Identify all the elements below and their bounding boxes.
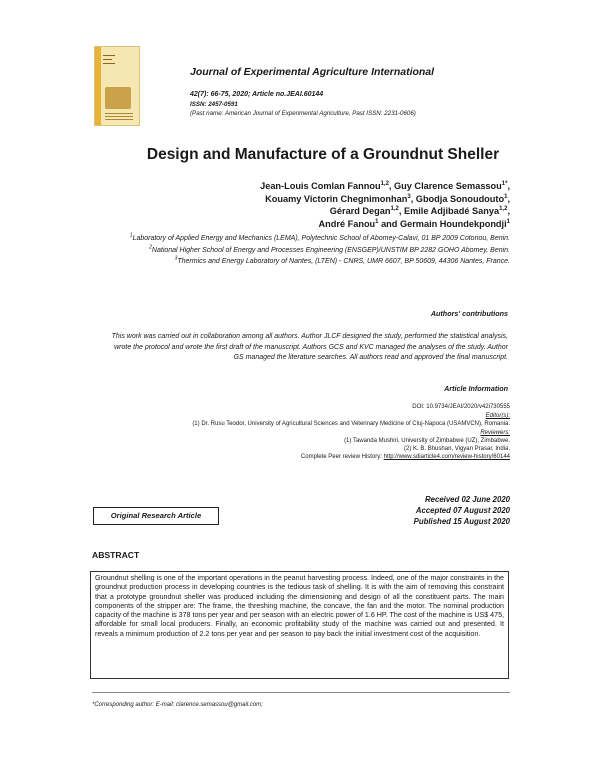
reviewer-2: (2) K. B. Bhushan, Vigyan Prasar, India.	[404, 446, 510, 453]
journal-name: Journal of Experimental Agriculture International	[190, 66, 435, 78]
volume-line: 42(7): 66-75, 2020; Article no.JEAI.60144	[190, 91, 324, 98]
cover-band	[95, 47, 101, 125]
author-affiliation-marker: 3	[407, 193, 411, 200]
author-affiliation-marker: 1	[375, 218, 379, 225]
doi: DOI: 10.9734/JEAI/2020/v42i730555	[412, 404, 510, 410]
received-date: Received 02 June 2020	[425, 495, 510, 504]
affiliation-1: $^1$Laboratory of Applied Energy and Mechanics (LEMA), Polytechnic School of Abomey-Calavi, 01 BP 2009 Cotonou, Benin.	[129, 232, 510, 242]
author-affiliation-marker: 1,2	[499, 206, 508, 213]
author-name: André Fanou$^1$	[318, 218, 379, 229]
author-affiliation-marker: 1,2	[390, 206, 399, 213]
abstract-box: Groundnut shelling is one of the important operations in the peanut harvesting process. Indeed, one of the major constraints in the groundnut production process in developing countries is the tedious task of shelling. It is with the aim of removing this constraint that a prototype groundnut sheller was produced including the dimensioning and design of all the constituent parts. The main components of the stripper are: The frame, the threshing machine, the concave, the fan and the motor. The nominal production capacity of the machine is 378 tons per year and per season with an electric power of 1.6 HP. The cost of the machine is US$ 475, affordable for small local producers. Finally, an economic profitability study of the machine was carried out and presented. It reveals a minimum production of 2.2 tons per year and per season to pay back the initial investment cost of the acquisition.	[90, 571, 509, 679]
issn: ISSN: 2457-0591	[190, 101, 238, 108]
author-name: Jean-Louis Comlan Fannou$^{1,2}$	[260, 180, 389, 191]
article-type-box: Original Research Article	[93, 507, 219, 525]
contributions-heading: Authors' contributions	[430, 309, 508, 318]
affiliation-2: $^2$National Higher School of Energy and Processes Engineering (ENSGEP)/UNSTIM BP 2282 GOHO Abomey, Benin.	[149, 244, 510, 254]
author-affiliation-marker: 1,2	[380, 180, 389, 187]
author-name: Emile Adjibadé Sanya$^{1,2}$	[403, 206, 508, 217]
published-date: Published 15 August 2020	[413, 517, 510, 527]
review-history: Complete Peer review History: http://www.sdiarticle4.com/review-history/60144	[300, 454, 510, 461]
dates	[414, 494, 510, 528]
cover-text: ▬▬▬▬ ▬▬▬ ▬▬▬▬	[103, 53, 115, 65]
footnote-rule	[92, 692, 510, 693]
editor-reviewer-block	[50, 412, 510, 462]
reviewers-label: Reviewers:	[480, 429, 510, 436]
accepted-date: Accepted 07 August 2020	[415, 506, 510, 516]
cover-lines	[105, 113, 133, 114]
abstract-heading: ABSTRACT	[92, 550, 140, 560]
review-history-link[interactable]: http://www.sdiarticle4.com/review-history/60144	[383, 454, 510, 461]
past-name: (Past name: American Journal of Experimental Agriculture, Past ISSN: 2231-0606)	[190, 110, 416, 117]
paper-title-row	[0, 146, 600, 164]
author-name: Gbodja Sonoudouto$^1$	[415, 193, 508, 204]
paper-title: Design and Manufacture of a Groundnut Sheller	[146, 146, 500, 163]
editor: (1) Dr. Rusu Teodor, University of Agricultural Sciences and Veterinary Medicine of Cluj-Napoca (USAMVCN), Romania.	[192, 421, 510, 428]
author-affiliation-marker: 1	[504, 193, 508, 200]
author-name: Guy Clarence Semassou$^{1*}$	[394, 180, 508, 191]
cover-image	[105, 87, 131, 109]
affiliations	[90, 234, 510, 269]
corresponding-author: *Corresponding author: E-mail: clarence.semassou@gmail.com;	[92, 702, 263, 708]
reviewer-1: (1) Tawanda Mushiri, University of Zimbabwe (UZ), Zimbabwe.	[344, 437, 510, 444]
journal-cover-thumbnail	[94, 46, 140, 126]
author-name: Germain Houndekpondji$^1$	[399, 218, 510, 229]
author-list: Jean-Louis Comlan Fannou$^{1,2}$, Guy Clarence Semassou$^{1*}$, Kouamy Victorin Chegnimonhan$^3$, Gbodja Sonoudouto$^1$, Gérard Degan$^{1,2}$, Emile Adjibadé Sanya$^{1,2}$, André Fanou$^1$ and Germain Houndekpondji$^1$	[260, 180, 510, 229]
author-affiliation-marker: 1	[506, 218, 510, 225]
contributions-text: This work was carried out in collaboration among all authors. Author JLCF designed the study, performed the statistical analysis, wrote the protocol and wrote the first draft of the manuscript. Authors GCS and KVC managed the analyses of the study. Author GS managed the literature searches. All authors read and approved the final manuscript.	[111, 333, 508, 362]
author-affiliation-marker: 1*	[501, 180, 508, 187]
author-name: Gérard Degan$^{1,2}$	[329, 206, 399, 217]
article-info-heading: Article Information	[444, 384, 508, 393]
author-name: Kouamy Victorin Chegnimonhan$^3$	[265, 193, 411, 204]
editor-label: Editor(s):	[485, 413, 510, 419]
affiliation-3: $^3$Thermics and Energy Laboratory of Nantes, (LTEN) - CNRS, UMR 6607, BP 50609, 44306 Nantes, France.	[174, 255, 510, 266]
